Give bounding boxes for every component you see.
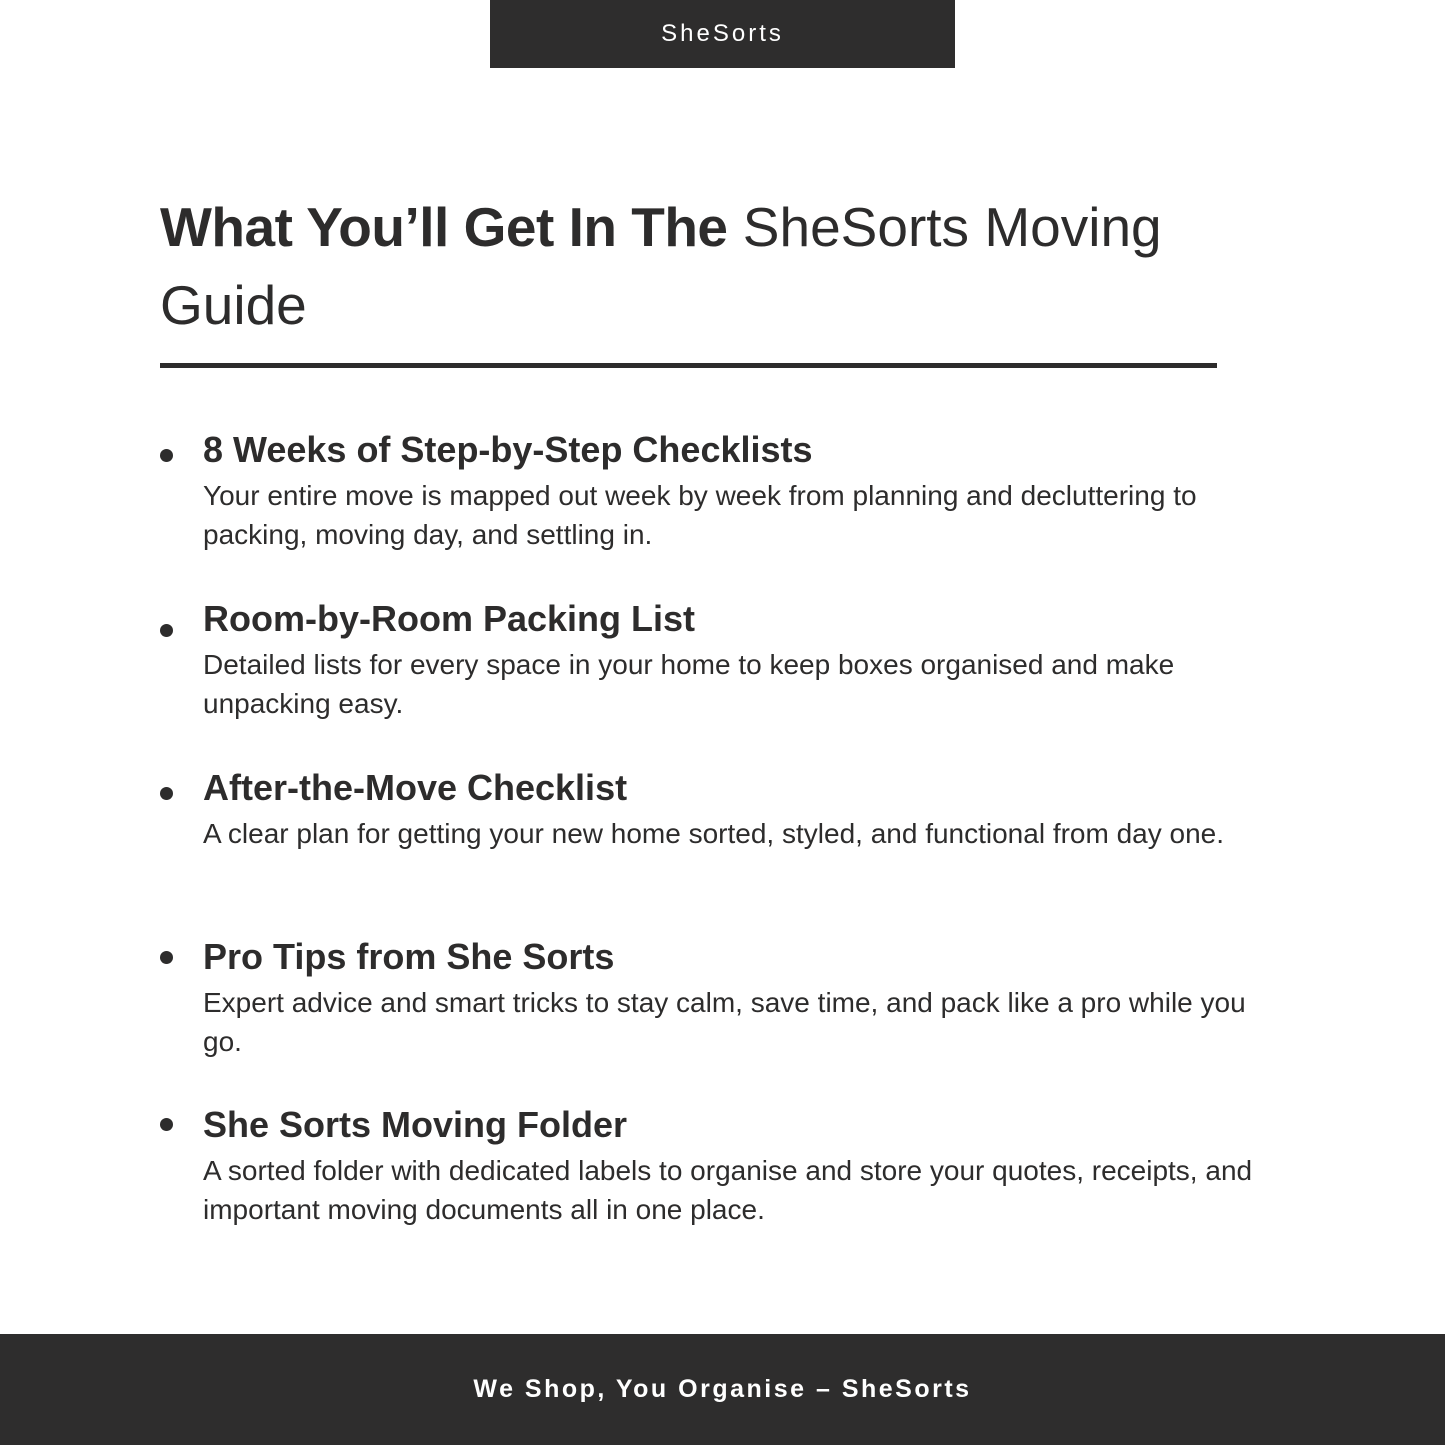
bullet-icon	[160, 449, 173, 462]
footer-bar	[0, 1334, 1445, 1445]
feature-title: She Sorts Moving Folder	[203, 1104, 628, 1145]
page-title	[160, 188, 1280, 344]
footer-tagline: We Shop, You Organise – SheSorts	[473, 1375, 972, 1403]
feature-title: After-the-Move Checklist	[203, 767, 628, 808]
feature-description: A sorted folder with dedicated labels to organise and store your quotes, receipts, and important moving documents all in one place.	[203, 1155, 1253, 1225]
feature-title: Pro Tips from She Sorts	[203, 936, 615, 977]
feature-description: A clear plan for getting your new home sorted, styled, and functional from day one.	[203, 818, 1225, 849]
page-title-regular: SheSorts Moving Guide	[160, 196, 1162, 336]
feature-description: Your entire move is mapped out week by week from planning and decluttering to packing, moving day, and settling in.	[203, 480, 1197, 550]
brand-tab	[490, 0, 955, 68]
title-divider	[160, 363, 1217, 368]
brand-tab-label: SheSorts	[661, 20, 784, 47]
feature-title: Room-by-Room Packing List	[203, 598, 696, 639]
page-title-bold: What You’ll Get In The	[160, 196, 728, 258]
bullet-icon	[160, 1118, 173, 1131]
bullet-icon	[160, 787, 173, 800]
feature-description: Expert advice and smart tricks to stay calm, save time, and pack like a pro while you go.	[203, 987, 1246, 1057]
feature-title: 8 Weeks of Step-by-Step Checklists	[203, 429, 813, 470]
bullet-icon	[160, 624, 173, 637]
feature-description: Detailed lists for every space in your home to keep boxes organised and make unpacking easy.	[203, 649, 1175, 719]
bullet-icon	[160, 951, 173, 964]
